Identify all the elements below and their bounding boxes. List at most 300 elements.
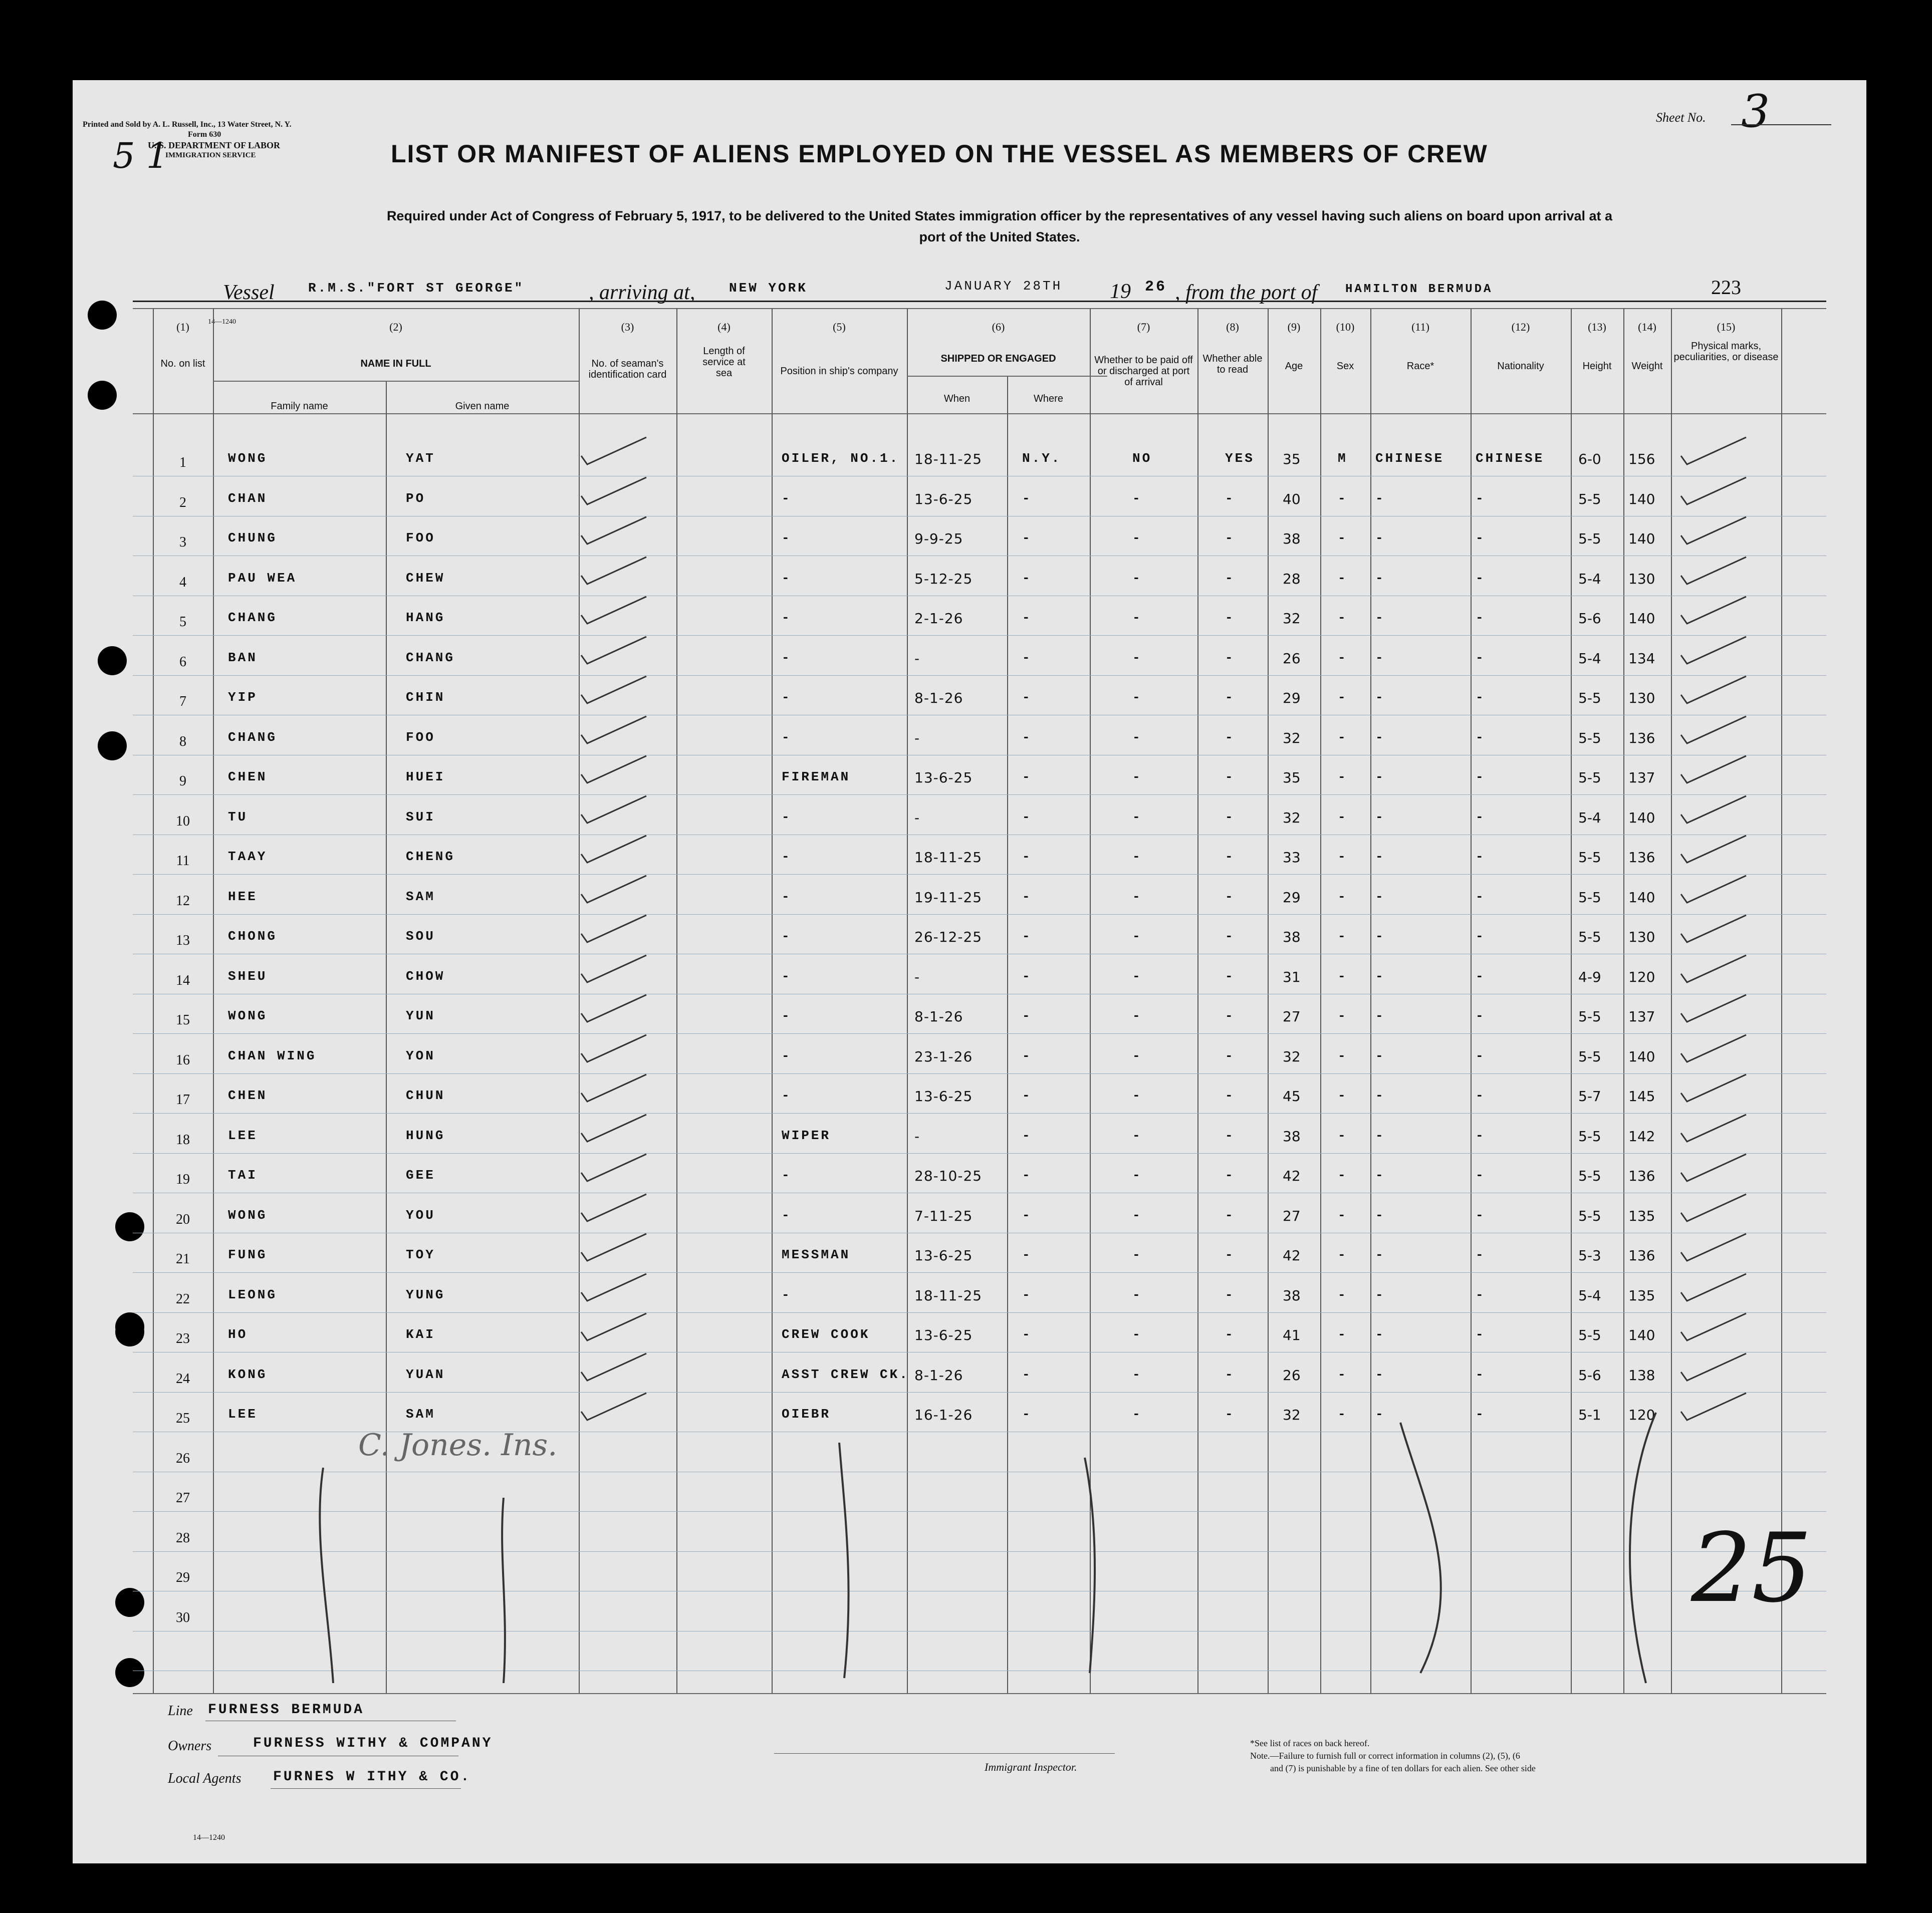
given-name: YOU <box>406 1207 435 1223</box>
age: 40 <box>1283 490 1301 507</box>
hand-mark: 5 1 <box>113 135 169 176</box>
family-name: CHEN <box>228 1088 268 1103</box>
nationality: - <box>1476 1128 1486 1143</box>
height: 5-3 <box>1578 1247 1601 1264</box>
shipped-where: - <box>1022 690 1032 705</box>
note-races: *See list of races on back hereof. <box>1250 1738 1370 1748</box>
height: 5-7 <box>1578 1088 1601 1105</box>
nationality: - <box>1476 1367 1486 1382</box>
nationality: - <box>1476 1008 1486 1023</box>
shipped-when: 8-1-26 <box>914 690 963 706</box>
note-fine: and (7) is punishable by a fine of ten dollars for each alien. See other side <box>1270 1763 1536 1773</box>
weight: 140 <box>1628 490 1655 507</box>
race: - <box>1375 490 1385 506</box>
nationality: - <box>1476 1407 1486 1422</box>
paid-off: - <box>1132 729 1142 745</box>
form-code: 14—1240 <box>193 1833 225 1842</box>
col-number: (11) <box>1411 321 1429 333</box>
col-number: (8) <box>1226 321 1239 333</box>
shipped-where: - <box>1022 1207 1032 1223</box>
family-name: LEE <box>228 1407 258 1422</box>
row-number: 1 <box>179 455 186 470</box>
row-number: 30 <box>176 1609 190 1625</box>
race: - <box>1375 1168 1385 1183</box>
family-name: LEONG <box>228 1287 278 1302</box>
age: 38 <box>1283 1287 1301 1304</box>
col-header-id-card: No. of seaman's identification card <box>588 358 667 380</box>
row-number: 21 <box>176 1251 190 1267</box>
subtitle-line: port of the United States. <box>919 229 1080 244</box>
given-name: YAT <box>406 451 435 466</box>
shipped-where: - <box>1022 968 1032 984</box>
position: - <box>782 929 792 944</box>
race: - <box>1375 729 1385 745</box>
given-name: FOO <box>406 729 435 745</box>
able-to-read: - <box>1225 650 1235 665</box>
given-name: CHENG <box>406 849 455 864</box>
able-to-read: - <box>1225 1008 1235 1023</box>
height: 5-5 <box>1578 1168 1601 1184</box>
age: 33 <box>1283 849 1301 866</box>
sex: - <box>1338 1327 1348 1342</box>
shipped-where: - <box>1022 1128 1032 1143</box>
shipped-where: - <box>1022 610 1032 625</box>
sex: - <box>1338 690 1348 705</box>
able-to-read: - <box>1225 570 1235 586</box>
col-header-family-name: Family name <box>271 401 328 412</box>
nationality: - <box>1476 1168 1486 1183</box>
weight: 136 <box>1628 1168 1655 1184</box>
race: - <box>1375 889 1385 904</box>
col-header-sex: Sex <box>1336 361 1354 372</box>
given-name: CHIN <box>406 690 445 705</box>
shipped-where: - <box>1022 809 1032 825</box>
paid-off: - <box>1132 1048 1142 1063</box>
col-header-position: Position in ship's company <box>780 366 898 377</box>
position: WIPER <box>782 1128 831 1143</box>
position: - <box>782 729 792 745</box>
shipped-where: - <box>1022 1048 1032 1063</box>
age: 35 <box>1283 451 1301 467</box>
able-to-read: - <box>1225 490 1235 506</box>
sex: - <box>1338 1287 1348 1302</box>
col-number: (15) <box>1717 321 1736 333</box>
row-number: 16 <box>176 1052 190 1068</box>
row-number: 28 <box>176 1530 190 1546</box>
arrival-date: JANUARY 28TH <box>944 279 1063 294</box>
given-name: YUNG <box>406 1287 445 1302</box>
height: 5-5 <box>1578 1048 1601 1065</box>
age: 32 <box>1283 610 1301 627</box>
weight: 134 <box>1628 650 1655 667</box>
agents-label: Local Agents <box>168 1771 242 1786</box>
position: - <box>782 849 792 864</box>
position: - <box>782 650 792 665</box>
row-number: 11 <box>176 853 190 869</box>
position: - <box>782 1088 792 1103</box>
col-header-nationality: Nationality <box>1497 361 1544 372</box>
able-to-read: - <box>1225 1168 1235 1183</box>
col-header-weight: Weight <box>1631 361 1663 372</box>
height: 5-6 <box>1578 610 1601 627</box>
page-title: LIST OR MANIFEST OF ALIENS EMPLOYED ON THE VESSEL AS MEMBERS OF CREW <box>391 140 1488 168</box>
paid-off: - <box>1132 1168 1142 1183</box>
col-header-where: Where <box>1034 393 1063 404</box>
family-name: WONG <box>228 451 268 466</box>
row-number: 14 <box>176 972 190 988</box>
row-number: 20 <box>176 1211 190 1227</box>
given-name: GEE <box>406 1168 435 1183</box>
race: - <box>1375 1367 1385 1382</box>
height: 5-5 <box>1578 530 1601 547</box>
height: 5-4 <box>1578 570 1601 587</box>
able-to-read: - <box>1225 1407 1235 1422</box>
paid-off: - <box>1132 1128 1142 1143</box>
height: 5-5 <box>1578 849 1601 866</box>
row-number: 26 <box>176 1450 190 1466</box>
sex: - <box>1338 610 1348 625</box>
family-name: CHEN <box>228 769 268 784</box>
nationality: - <box>1476 1247 1486 1262</box>
sheet-label: Sheet No. <box>1656 110 1706 125</box>
paid-off: - <box>1132 490 1142 506</box>
shipped-when: 13-6-25 <box>914 490 973 507</box>
paid-off: - <box>1132 929 1142 944</box>
shipped-where: - <box>1022 1168 1032 1183</box>
age: 26 <box>1283 1367 1301 1384</box>
shipped-where: - <box>1022 1367 1032 1382</box>
nationality: - <box>1476 690 1486 705</box>
sex: - <box>1338 889 1348 904</box>
position: - <box>782 1168 792 1183</box>
shipped-when: 16-1-26 <box>914 1407 973 1423</box>
race: - <box>1375 1287 1385 1302</box>
nationality: CHINESE <box>1476 451 1545 466</box>
weight: 140 <box>1628 610 1655 627</box>
paid-off: - <box>1132 769 1142 784</box>
sex: - <box>1338 570 1348 586</box>
sex: - <box>1338 1207 1348 1223</box>
stamp-number: 223 <box>1711 276 1741 299</box>
shipped-where: - <box>1022 729 1032 745</box>
family-name: BAN <box>228 650 258 665</box>
weight: 130 <box>1628 570 1655 587</box>
race: - <box>1375 690 1385 705</box>
paid-off: - <box>1132 889 1142 904</box>
owners-label: Owners <box>168 1738 212 1754</box>
col-number: (5) <box>833 321 846 333</box>
age: 35 <box>1283 769 1301 786</box>
col-header-read: Whether able to read <box>1202 353 1263 375</box>
vessel-name: R.M.S."FORT ST GEORGE" <box>308 281 525 296</box>
sex: - <box>1338 929 1348 944</box>
weight: 138 <box>1628 1367 1655 1384</box>
height: 5-5 <box>1578 1207 1601 1224</box>
race: - <box>1375 650 1385 665</box>
shipped-where: - <box>1022 1247 1032 1262</box>
race: - <box>1375 1407 1385 1422</box>
row-number: 8 <box>179 733 186 749</box>
weight: 120 <box>1628 1407 1655 1423</box>
able-to-read: - <box>1225 1048 1235 1063</box>
sex: - <box>1338 849 1348 864</box>
age: 42 <box>1283 1247 1301 1264</box>
shipped-when: 9-9-25 <box>914 530 963 547</box>
shipped-when: - <box>914 650 920 667</box>
position: - <box>782 530 792 545</box>
col-number: (6) <box>992 321 1005 333</box>
paid-off: - <box>1132 1008 1142 1023</box>
height: 5-4 <box>1578 1287 1601 1304</box>
sex: - <box>1338 530 1348 545</box>
shipped-when: 5-12-25 <box>914 570 973 587</box>
family-name: TAAY <box>228 849 268 864</box>
shipped-where: - <box>1022 490 1032 506</box>
paid-off: - <box>1132 1207 1142 1223</box>
able-to-read: YES <box>1225 451 1255 466</box>
nationality: - <box>1476 1287 1486 1302</box>
shipped-when: 13-6-25 <box>914 769 973 786</box>
shipped-when: 18-11-25 <box>914 451 983 467</box>
age: 42 <box>1283 1168 1301 1184</box>
col-number: (7) <box>1137 321 1150 333</box>
shipped-where: - <box>1022 530 1032 545</box>
age: 29 <box>1283 889 1301 906</box>
weight: 136 <box>1628 1247 1655 1264</box>
paid-off: - <box>1132 1407 1142 1422</box>
weight: 136 <box>1628 729 1655 746</box>
race: - <box>1375 1207 1385 1223</box>
age: 32 <box>1283 809 1301 826</box>
shipped-when: - <box>914 809 920 826</box>
nationality: - <box>1476 968 1486 984</box>
paid-off: NO <box>1132 451 1152 466</box>
height: 5-5 <box>1578 490 1601 507</box>
shipped-when: 13-6-25 <box>914 1327 973 1343</box>
nationality: - <box>1476 849 1486 864</box>
weight: 137 <box>1628 1008 1655 1025</box>
paid-off: - <box>1132 650 1142 665</box>
race: - <box>1375 1327 1385 1342</box>
nationality: - <box>1476 650 1486 665</box>
race: - <box>1375 929 1385 944</box>
family-name: TAI <box>228 1168 258 1183</box>
given-name: CHANG <box>406 650 455 665</box>
family-name: CHANG <box>228 729 278 745</box>
arriving-label: , arriving at, <box>589 281 695 304</box>
position: CREW COOK <box>782 1327 870 1342</box>
race: - <box>1375 968 1385 984</box>
nationality: - <box>1476 1207 1486 1223</box>
able-to-read: - <box>1225 929 1235 944</box>
given-name: FOO <box>406 530 435 545</box>
nationality: - <box>1476 1048 1486 1063</box>
col-header-no: No. on list <box>160 358 205 369</box>
position: ASST CREW CK. <box>782 1367 909 1382</box>
agents-value: FURNES W ITHY & CO. <box>273 1769 471 1785</box>
given-name: KAI <box>406 1327 435 1342</box>
age: 26 <box>1283 650 1301 667</box>
sex: - <box>1338 490 1348 506</box>
family-name: CHONG <box>228 929 278 944</box>
race: - <box>1375 769 1385 784</box>
col-number: (9) <box>1287 321 1301 333</box>
shipped-where: - <box>1022 1287 1032 1302</box>
able-to-read: - <box>1225 809 1235 825</box>
age: 38 <box>1283 530 1301 547</box>
height: 5-5 <box>1578 769 1601 786</box>
height: 5-6 <box>1578 1367 1601 1384</box>
footer-rule <box>271 1788 461 1789</box>
shipped-when: 2-1-26 <box>914 610 963 627</box>
able-to-read: - <box>1225 1088 1235 1103</box>
col-number: (13) <box>1588 321 1606 333</box>
given-name: HUEI <box>406 769 445 784</box>
sex: - <box>1338 1407 1348 1422</box>
nationality: - <box>1476 1088 1486 1103</box>
nationality: - <box>1476 809 1486 825</box>
family-name: HEE <box>228 889 258 904</box>
col-header-length-service: Length of service at sea <box>702 346 746 379</box>
weight: 140 <box>1628 809 1655 826</box>
sex: - <box>1338 729 1348 745</box>
printer-line: Printed and Sold by A. L. Russell, Inc., 13 Water Street, N. Y. <box>83 120 292 129</box>
shipped-where: - <box>1022 650 1032 665</box>
shipped-where: N.Y. <box>1022 451 1062 466</box>
col-header-name: NAME IN FULL <box>360 358 431 369</box>
handwritten-marks <box>73 80 1866 1863</box>
position: - <box>782 1207 792 1223</box>
weight: 135 <box>1628 1207 1655 1224</box>
race: - <box>1375 570 1385 586</box>
sex: - <box>1338 769 1348 784</box>
weight: 130 <box>1628 929 1655 945</box>
position: MESSMAN <box>782 1247 851 1262</box>
weight: 140 <box>1628 889 1655 906</box>
family-name: CHUNG <box>228 530 278 545</box>
given-name: YUAN <box>406 1367 445 1382</box>
given-name: HANG <box>406 610 445 625</box>
family-name: SHEU <box>228 968 268 984</box>
shipped-where: - <box>1022 889 1032 904</box>
given-name: YON <box>406 1048 435 1063</box>
race: - <box>1375 1048 1385 1063</box>
manifest-sheet <box>73 80 1866 1863</box>
paid-off: - <box>1132 1247 1142 1262</box>
row-number: 25 <box>176 1411 190 1426</box>
given-name: SUI <box>406 809 435 825</box>
height: 5-5 <box>1578 1128 1601 1145</box>
shipped-where: - <box>1022 1008 1032 1023</box>
line-label: Line <box>168 1703 193 1719</box>
family-name: CHAN WING <box>228 1048 317 1063</box>
shipped-where: - <box>1022 849 1032 864</box>
given-name: PO <box>406 490 426 506</box>
note-failure: Note.—Failure to furnish full or correct information in columns (2), (5), (6 <box>1250 1751 1520 1761</box>
sex: - <box>1338 1247 1348 1262</box>
given-name: SOU <box>406 929 435 944</box>
nationality: - <box>1476 610 1486 625</box>
family-name: WONG <box>228 1207 268 1223</box>
race: - <box>1375 1008 1385 1023</box>
col-header-race: Race* <box>1406 361 1434 372</box>
shipped-when: 8-1-26 <box>914 1008 963 1025</box>
given-name: SAM <box>406 1407 435 1422</box>
position: - <box>782 690 792 705</box>
able-to-read: - <box>1225 1327 1235 1342</box>
shipped-where: - <box>1022 570 1032 586</box>
given-name: SAM <box>406 889 435 904</box>
able-to-read: - <box>1225 530 1235 545</box>
row-number: 13 <box>176 933 190 948</box>
col-header-paid-off: Whether to be paid off or discharged at port of arrival <box>1094 355 1193 388</box>
row-number: 22 <box>176 1291 190 1307</box>
able-to-read: - <box>1225 610 1235 625</box>
owners-value: FURNESS WITHY & COMPANY <box>253 1736 493 1751</box>
height: 5-4 <box>1578 650 1601 667</box>
family-name: CHAN <box>228 490 268 506</box>
row-number: 18 <box>176 1132 190 1148</box>
able-to-read: - <box>1225 769 1235 784</box>
position: - <box>782 610 792 625</box>
shipped-when: - <box>914 1128 920 1145</box>
family-name: KONG <box>228 1367 268 1382</box>
family-name: PAU WEA <box>228 570 297 586</box>
row-number: 3 <box>179 534 186 550</box>
weight: 137 <box>1628 769 1655 786</box>
age: 31 <box>1283 968 1301 985</box>
shipped-when: 18-11-25 <box>914 1287 983 1304</box>
col-number: (3) <box>621 321 634 333</box>
shipped-when: 18-11-25 <box>914 849 983 866</box>
race: - <box>1375 849 1385 864</box>
paid-off: - <box>1132 690 1142 705</box>
paid-off: - <box>1132 530 1142 545</box>
paid-off: - <box>1132 610 1142 625</box>
sheet-number: 3 <box>1741 85 1770 138</box>
age: 28 <box>1283 570 1301 587</box>
row-number: 12 <box>176 893 190 909</box>
row-number: 29 <box>176 1570 190 1585</box>
height: 5-5 <box>1578 889 1601 906</box>
col-header-shipped: SHIPPED OR ENGAGED <box>940 353 1056 364</box>
shipped-when: 23-1-26 <box>914 1048 973 1065</box>
position: - <box>782 1287 792 1302</box>
able-to-read: - <box>1225 729 1235 745</box>
col-number: (14) <box>1638 321 1656 333</box>
position: - <box>782 570 792 586</box>
height: 5-4 <box>1578 809 1601 826</box>
able-to-read: - <box>1225 849 1235 864</box>
weight: 140 <box>1628 530 1655 547</box>
race: CHINESE <box>1375 451 1444 466</box>
shipped-when: 19-11-25 <box>914 889 983 906</box>
row-number: 27 <box>176 1490 190 1506</box>
weight: 142 <box>1628 1128 1655 1145</box>
race: - <box>1375 1247 1385 1262</box>
height: 5-5 <box>1578 1008 1601 1025</box>
race: - <box>1375 809 1385 825</box>
nationality: - <box>1476 889 1486 904</box>
able-to-read: - <box>1225 889 1235 904</box>
shipped-where: - <box>1022 1088 1032 1103</box>
year-prefix: 19 <box>1110 280 1131 303</box>
shipped-when: 7-11-25 <box>914 1207 973 1224</box>
family-name: TU <box>228 809 248 825</box>
age: 32 <box>1283 729 1301 746</box>
form-number: Form 630 <box>188 130 221 139</box>
race: - <box>1375 1088 1385 1103</box>
